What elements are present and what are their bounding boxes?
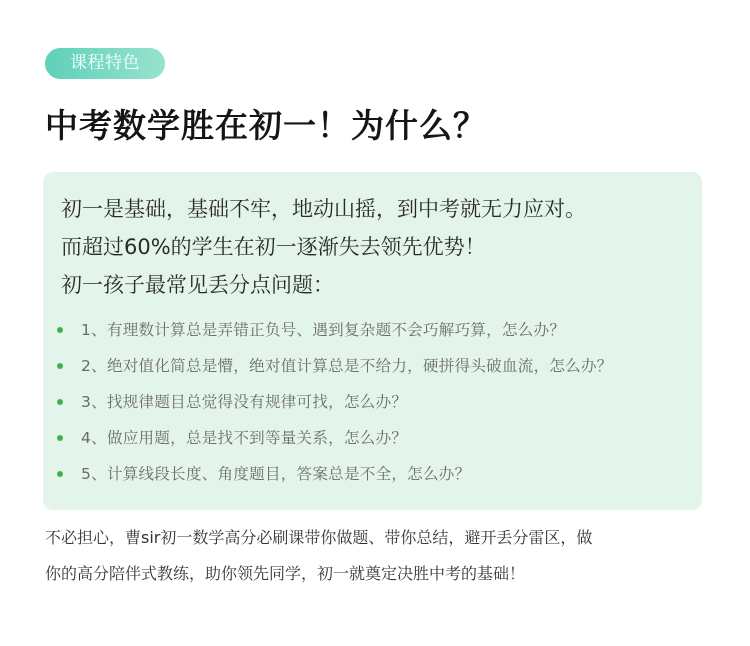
intro-line-3: 初一孩子最常见丢分点问题：	[61, 273, 334, 297]
problem-list	[57, 312, 613, 492]
problem-text: 2、绝对值化简总是懵，绝对值计算总是不给力，硬拼得头破血流，怎么办？	[81, 357, 613, 375]
closing-line-2: 你的高分陪伴式教练，助你领先同学，初一就奠定决胜中考的基础！	[45, 564, 526, 583]
intro-line-2: 而超过60%的学生在初一逐渐失去领先优势！	[61, 235, 486, 259]
bullet-dot-icon	[57, 363, 63, 369]
bullet-dot-icon	[57, 399, 63, 405]
problem-item	[57, 456, 613, 492]
problem-item	[57, 384, 613, 420]
info-panel	[43, 172, 702, 510]
course-feature-badge: 课程特色	[45, 48, 165, 79]
problem-text: 1、有理数计算总是弄错正负号、遇到复杂题不会巧解巧算，怎么办？	[81, 321, 566, 339]
closing-paragraph	[45, 520, 705, 592]
problem-text: 3、找规律题目总觉得没有规律可找，怎么办？	[81, 393, 408, 411]
problem-text: 5、计算线段长度、角度题目，答案总是不全，怎么办？	[81, 465, 471, 483]
intro-text	[61, 190, 586, 304]
bullet-dot-icon	[57, 435, 63, 441]
problem-item	[57, 312, 613, 348]
problem-item	[57, 420, 613, 456]
intro-line-1: 初一是基础，基础不牢，地动山摇，到中考就无力应对。	[61, 197, 586, 221]
problem-item	[57, 348, 613, 384]
bullet-dot-icon	[57, 327, 63, 333]
bullet-dot-icon	[57, 471, 63, 477]
closing-line-1: 不必担心，曹sir初一数学高分必刷课带你做题、带你总结，避开丢分雷区，做	[45, 528, 593, 547]
page-title: 中考数学胜在初一！为什么？	[45, 106, 487, 145]
problem-text: 4、做应用题，总是找不到等量关系，怎么办？	[81, 429, 408, 447]
